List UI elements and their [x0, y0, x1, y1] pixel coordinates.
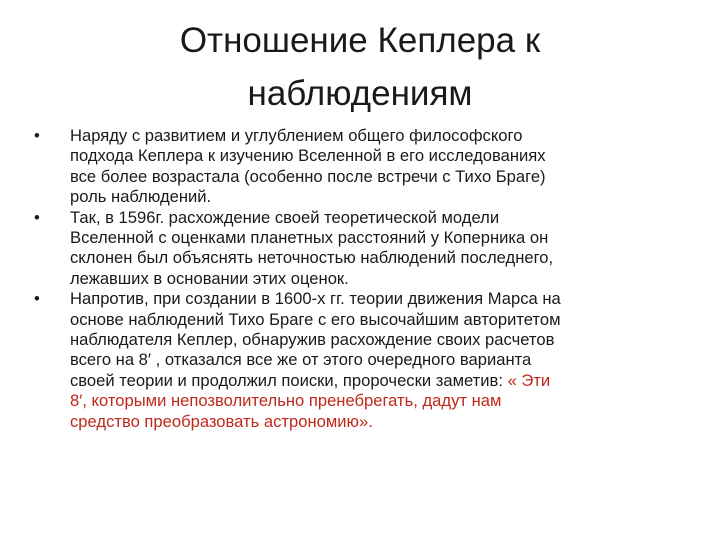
text-line: всего на 8′ , отказался все же от этого очередного варианта	[70, 350, 532, 370]
text-line: подхода Кеплера к изучению Вселенной в его исследованиях	[70, 146, 546, 166]
title-line-2: наблюдениям	[247, 74, 473, 113]
quote-line: средство преобразовать астрономию».	[70, 411, 373, 431]
text-line: Так, в 1596г. расхождение своей теоретической модели	[70, 207, 500, 227]
text-line: Наряду с развитием и углублением общего философского	[70, 126, 523, 145]
title-line-1: Отношение Кеплера к	[179, 21, 541, 60]
quote-line: 8′, которыми непозволительно пренебрегать, дадут нам	[70, 391, 502, 411]
bullet-item-2	[34, 208, 684, 290]
quote-segment: « Эти	[507, 370, 551, 390]
text-line: Вселенной с оценками планетных расстояний у Коперника он	[70, 228, 549, 248]
bullet-item-3	[34, 289, 684, 432]
text-line: склонен был объяснять неточностью наблюдений последнего,	[70, 248, 554, 268]
bullet-text	[70, 289, 684, 432]
text-segment: своей теории и продолжил поиски, пророчески заметив:	[70, 370, 508, 390]
bullet-item-1	[34, 126, 684, 208]
text-line: лежавших в основании этих оценок.	[70, 268, 349, 288]
bullet-text	[70, 208, 684, 290]
text-line-mixed	[70, 371, 684, 391]
text-line: наблюдателя Кеплер, обнаружив расхождение своих расчетов	[70, 330, 555, 350]
slide-title	[0, 14, 720, 120]
bullet-text	[70, 126, 684, 208]
text-line: роль наблюдений.	[70, 187, 212, 207]
text-line: все более возрастала (особенно после встречи с Тихо Браге)	[70, 166, 546, 186]
text-line: основе наблюдений Тихо Браге с его высочайшим авторитетом	[70, 309, 561, 329]
bullet-list	[34, 126, 684, 432]
bullet-marker: •	[34, 289, 40, 309]
bullet-marker: •	[34, 207, 40, 227]
text-line: Напротив, при создании в 1600-х гг. теории движения Марса на	[70, 289, 561, 309]
bullet-marker: •	[34, 126, 40, 145]
